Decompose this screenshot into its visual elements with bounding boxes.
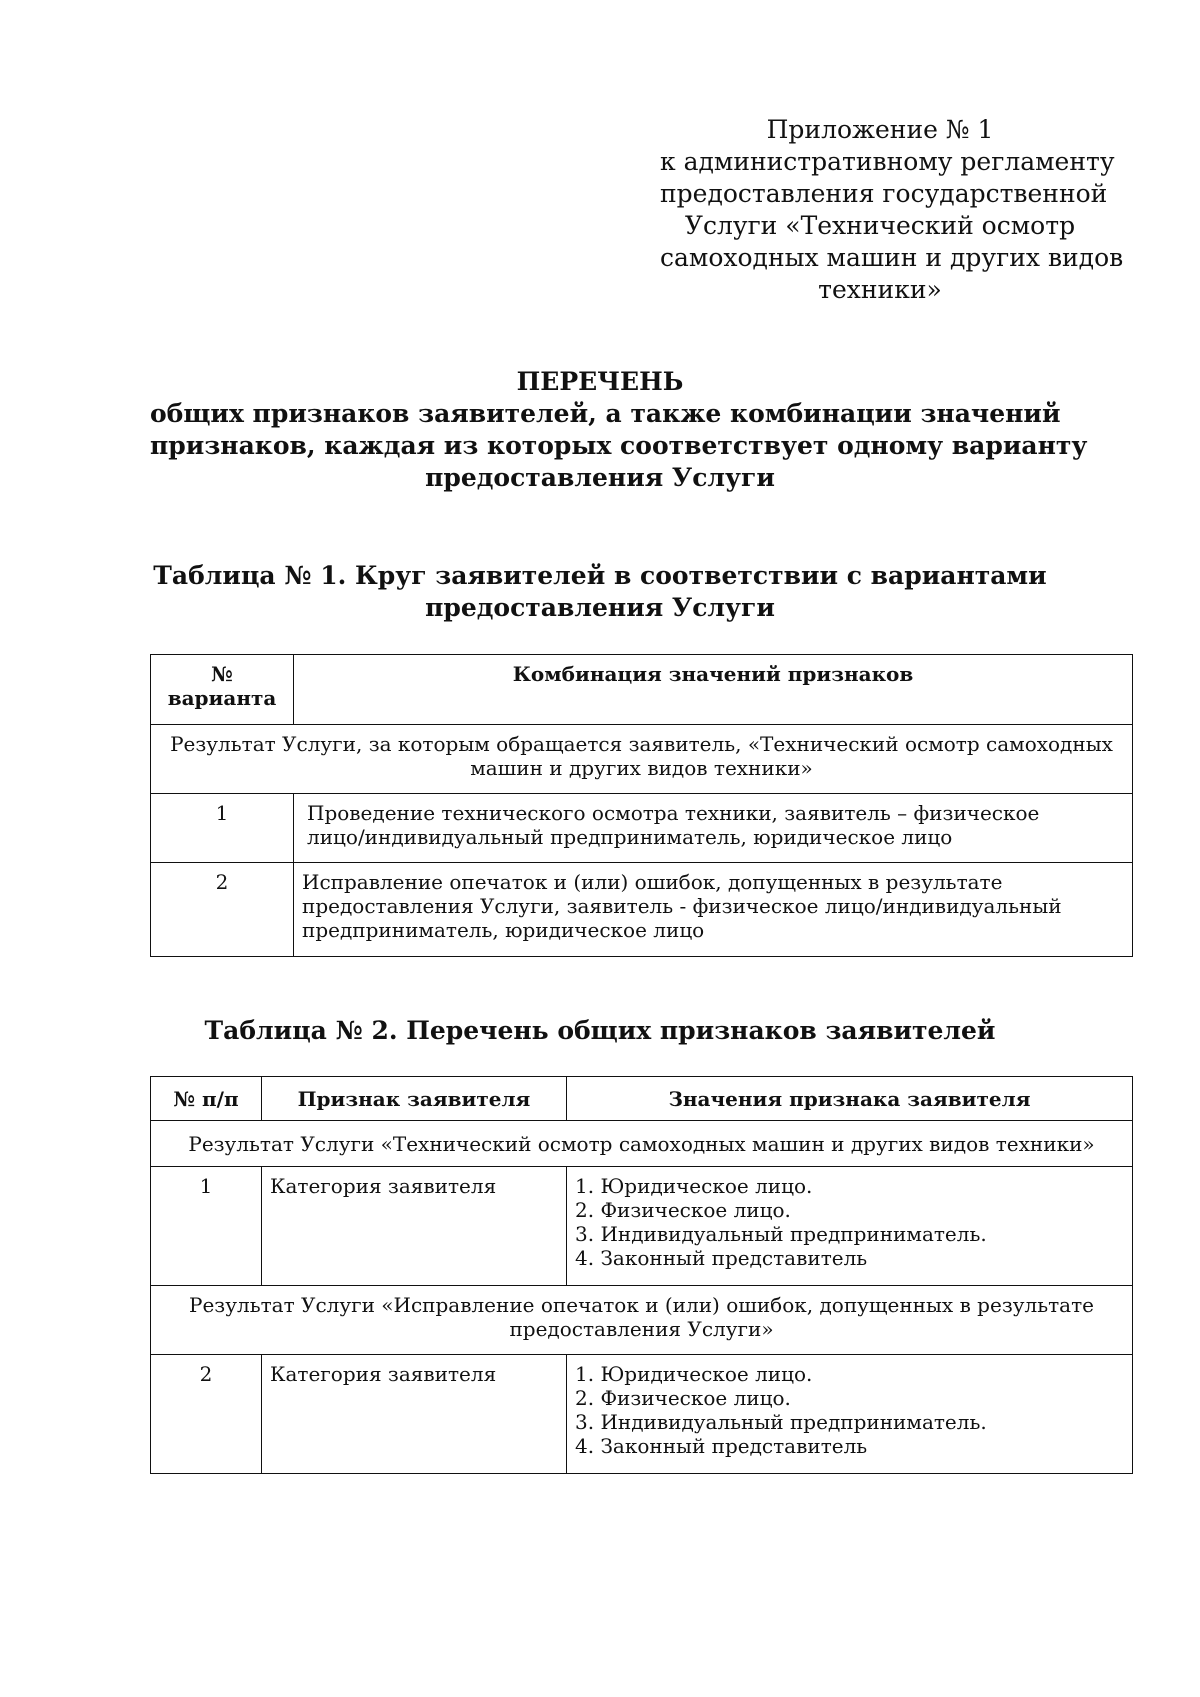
row-number: 1 <box>151 1167 262 1286</box>
group-line: Результат Услуги «Исправление опечаток и (или) ошибок, допущенных в результате <box>189 1293 1094 1317</box>
row-description-line: лицо/индивидуальный предприниматель, юридическое лицо <box>307 825 953 849</box>
table-row <box>151 794 1133 863</box>
appendix-line: предоставления государственной <box>660 179 1108 208</box>
row-number: 2 <box>151 863 294 957</box>
table-row <box>151 1167 1133 1286</box>
table2-group-cell <box>151 1121 1133 1167</box>
title-subtitle-line: общих признаков заявителей, а также комбинации значений <box>150 399 1061 428</box>
appendix-line: к административному регламенту <box>660 147 1115 176</box>
row-description <box>294 863 1133 957</box>
value-item: 2. Физическое лицо. <box>575 1198 791 1222</box>
value-item: 4. Законный представитель <box>575 1434 868 1458</box>
table2-header-attribute: Признак заявителя <box>262 1077 567 1121</box>
table2-caption <box>150 1015 1050 1047</box>
value-item: 4. Законный представитель <box>575 1246 868 1270</box>
table2-header-num: № п/п <box>151 1077 262 1121</box>
value-item: 2. Физическое лицо. <box>575 1386 791 1410</box>
row-description <box>294 794 1133 863</box>
row-attribute: Категория заявителя <box>262 1355 567 1474</box>
row-values <box>567 1355 1133 1474</box>
appendix-line: Услуги «Технический осмотр <box>684 211 1076 240</box>
value-item: 1. Юридическое лицо. <box>575 1174 813 1198</box>
table-row <box>151 863 1133 957</box>
group-line: машин и других видов техники» <box>470 756 813 780</box>
table1-group-row <box>151 725 1133 794</box>
appendix-header <box>660 114 1124 306</box>
appendix-line: Приложение № 1 <box>766 115 994 144</box>
table-row <box>151 1355 1133 1474</box>
table1-caption <box>150 560 1050 624</box>
table1-group-cell <box>151 725 1133 794</box>
table1-applicants <box>150 654 1133 957</box>
table2-group-row <box>151 1286 1133 1355</box>
table2-group-row <box>151 1121 1133 1167</box>
row-values <box>567 1167 1133 1286</box>
table1-caption-line: Таблица № 1. Круг заявителей в соответствии с вариантами <box>153 561 1047 590</box>
appendix-line: техники» <box>818 275 942 304</box>
appendix-line: самоходных машин и других видов <box>660 243 1124 272</box>
group-line: Результат Услуги «Технический осмотр самоходных машин и других видов техники» <box>188 1131 1095 1156</box>
table2-attributes <box>150 1076 1133 1474</box>
group-line: Результат Услуги, за которым обращается заявитель, «Технический осмотр самоходных <box>170 732 1113 756</box>
group-line: предоставления Услуги» <box>509 1317 774 1341</box>
row-description-line: предоставления Услуги, заявитель - физическое лицо/индивидуальный <box>302 894 1062 918</box>
value-item: 3. Индивидуальный предприниматель. <box>575 1410 987 1434</box>
table1-header-row <box>151 655 1133 725</box>
table1-header-variant <box>151 655 294 725</box>
title-subtitle-line: предоставления Услуги <box>425 463 775 492</box>
table2-group-cell <box>151 1286 1133 1355</box>
title-subtitle-line: признаков, каждая из которых соответствует одному варианту <box>150 431 1088 460</box>
row-number: 1 <box>151 794 294 863</box>
value-item: 1. Юридическое лицо. <box>575 1362 813 1386</box>
title-heading: ПЕРЕЧЕНЬ <box>516 367 684 396</box>
table1-header-combination: Комбинация значений признаков <box>294 655 1133 725</box>
header-variant-line: № <box>211 662 233 686</box>
document-title <box>150 366 1088 494</box>
row-description-line: Исправление опечаток и (или) ошибок, допущенных в результате <box>302 870 1003 894</box>
row-attribute: Категория заявителя <box>262 1167 567 1286</box>
table1-caption-line: предоставления Услуги <box>425 593 775 622</box>
header-variant-line: варианта <box>167 686 277 710</box>
row-description-line: предприниматель, юридическое лицо <box>302 918 705 942</box>
row-number: 2 <box>151 1355 262 1474</box>
row-description-line: Проведение технического осмотра техники, заявитель – физическое <box>307 801 1040 825</box>
table2-caption-line: Таблица № 2. Перечень общих признаков заявителей <box>204 1016 996 1045</box>
value-item: 3. Индивидуальный предприниматель. <box>575 1222 987 1246</box>
table2-header-values: Значения признака заявителя <box>567 1077 1133 1121</box>
table2-header-row <box>151 1077 1133 1121</box>
